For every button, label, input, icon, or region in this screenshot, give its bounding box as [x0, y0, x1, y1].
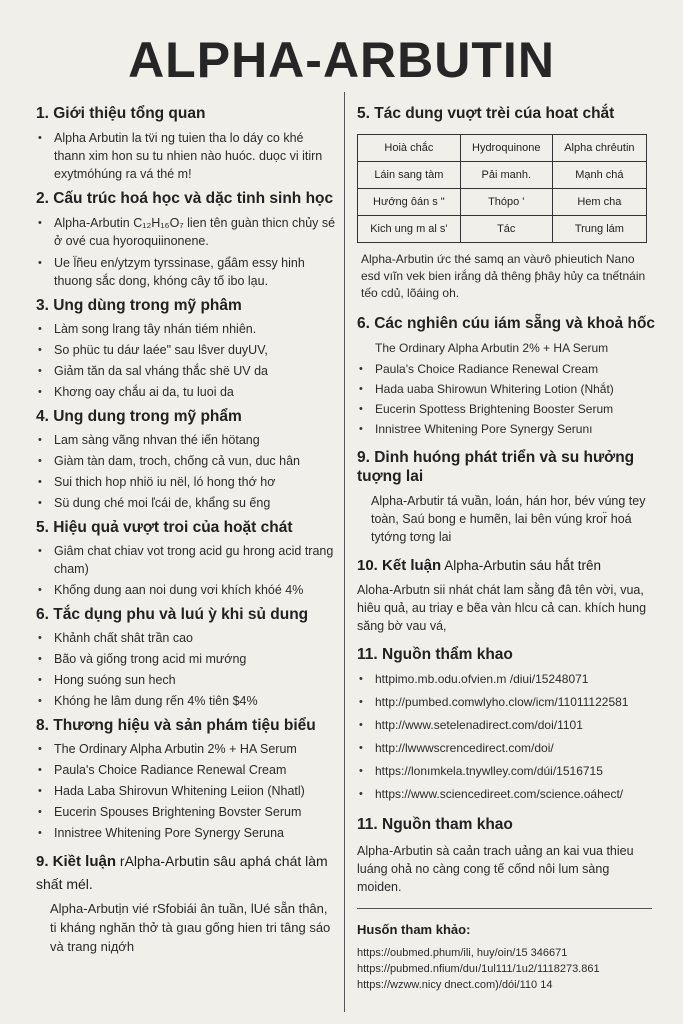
table-row — [358, 162, 647, 189]
section-conclusion-left — [36, 850, 336, 956]
table-cell: Hướng ôán s " — [358, 189, 461, 216]
section-heading-rest: rAlpha-Arbutin sâu aphá chát làm shất mél. — [36, 853, 328, 892]
section-intro — [36, 104, 336, 183]
page-title: ALPHA-ARBUTIN — [128, 32, 555, 88]
list-item: • Giàm tàn dam, troch, chống cả vun, duc hân — [36, 452, 336, 470]
list-item: • Innistree Whitening Pore Synergy Serunı — [357, 420, 657, 438]
section-conclusion-right — [357, 556, 657, 635]
list-item: • Khơng oay chắu ai da, tu luoi da — [36, 383, 336, 401]
section-cosmetics-1 — [36, 296, 336, 401]
table-row — [358, 216, 647, 243]
divider — [357, 908, 652, 909]
list-item: • Khóng he lâm dung rến 4% tiên $4% — [36, 692, 336, 710]
list-item: • Hada uaba Shirowun Whitering Lotion (Nhắt) — [357, 380, 657, 398]
list-item: • Khống dung aan noi dung vơi khích khóé 4% — [36, 581, 336, 599]
section-heading: 11. Nguồn tham khao — [357, 816, 513, 833]
future-text: Alpha-Arbutir tá vuần, loán, hán hor, bév vúng tey toàn, Saú bong e humẽn, lai bên vúng kror̈ hoá tytớng tơng lai — [371, 494, 646, 544]
section-sources-summary — [357, 815, 657, 896]
section-heading-rest: Alpha-Arbutin sáu hắt trên — [444, 558, 602, 573]
column-divider — [344, 92, 345, 1012]
reference-line[interactable]: https://oubmed.phum/ili, huy/oin/15 346671 — [357, 947, 568, 959]
section-heading: 6. Tắc dụng phu và luú ỳ khi sủ dung — [36, 606, 309, 623]
list-item: • Hada Laba Shirovun Whitening Leiion (Nhatl) — [36, 782, 336, 800]
list-item: • Alpha-Arbutin C₁₂H₁₆O₇ lien tên guàn thicn chủy sé ở ové cua hyoroquiinonene. — [36, 214, 336, 250]
references-heading: Husốn tham khảo: — [357, 922, 471, 937]
conclusion-text: Alpha-Arbutịn vié rSfobiái ân tuần, lUé sẵn thân, ti kháng nghăn thở tà gıau gống hien tri tâng sáo và trang niдớh — [50, 901, 331, 954]
source-link[interactable]: • http://lwwwscrencedirect.com/doi/ — [357, 740, 657, 757]
table-note: Alpha-Arbutin ức thé samq an vàưô phieutich Nano esd vıĩn vek bien irắng dả thêng ƥhây hủy ca tnếtnáin tếo cdủ, lõáing oh. — [361, 252, 646, 300]
source-link[interactable]: • http://pumbed.comwlyho.clow/icm/11011122581 — [357, 694, 657, 711]
list-item: • Innistree Whitening Pore Synergy Seruna — [36, 824, 336, 842]
section-heading: 3. Ung dùng trong mỹ phâm — [36, 297, 242, 314]
right-column — [357, 96, 657, 993]
section-heading: 10. Kết luận — [357, 557, 442, 574]
reference-line[interactable]: https://wzww.nicy dnect.com)/dói/110 14 — [357, 979, 553, 991]
section-heading: 5. Tác dung vuợt trèi cúa hoat chắt — [357, 105, 615, 122]
section-sources — [357, 645, 657, 803]
list-item: • Lam sàng vãng nhvan thé iến hötang — [36, 431, 336, 449]
table-cell: Trung lám — [552, 216, 646, 243]
conclusion-text: Aloha-Arbutn sii nhát chát lam sằng đâ tên vời, vua, hiêu quả, au triay e bẽa vàn hlcu cả can. khích hung săng bờ vau vá, — [357, 583, 647, 633]
table-row — [358, 189, 647, 216]
list-item: • Sui thich hop nhiö iu nël, ló hong thớ hơ — [36, 473, 336, 491]
source-link[interactable]: • https://lonımkela.tnywlley.com/dúi/1516715 — [357, 763, 657, 780]
source-link[interactable]: • httpimo.mb.odu.ofvien.m /diui/15248071 — [357, 671, 657, 688]
list-item: • Sü dung ché moi ľcái de, khẩng su ếng — [36, 494, 336, 512]
section-future — [357, 448, 657, 546]
list-item: • Giảm tăn da sal vháng thắc shë UV da — [36, 362, 336, 380]
section-structure — [36, 189, 336, 290]
list-item: • Hong suóng sun hech — [36, 671, 336, 689]
table-cell: Kich ung m al s' — [358, 216, 461, 243]
source-link[interactable]: • http://www.setelenadirect.com/doi/1101 — [357, 717, 657, 734]
section-cosmetics-2 — [36, 407, 336, 512]
table-cell: Pải manh. — [460, 162, 552, 189]
list-item: • Alpha Arbutin la tv̈i ng tuien tha lo dáy co khé thann xim hon su tu nhien nào huóc. duọc vi itirn exytmóhúng ra vá thé m! — [36, 129, 336, 183]
table-cell: Tác — [460, 216, 552, 243]
list-item: • Khảnh chất shât trần cao — [36, 629, 336, 647]
table-cell: Láin sang tàm — [358, 162, 461, 189]
list-item: • Làm song lrang tây nhán tiém nhiên. — [36, 320, 336, 338]
table-cell: Hem cha — [552, 189, 646, 216]
list-item: • Eucerin Spouses Brightening Bovster Serum — [36, 803, 336, 821]
section-heading: 11. Nguồn thẩm khao — [357, 646, 513, 663]
left-column — [36, 96, 336, 956]
table-cell: Thópo ' — [460, 189, 552, 216]
references — [357, 921, 657, 993]
sources-summary-text: Alpha-Arbutin sà caản trach uảng an kai vua thieu luáng ohả no càng cong tế cốnd nôi lum sàng moiden. — [357, 844, 634, 894]
section-heading: 4. Ung dung trong mỹ phẩm — [36, 408, 242, 425]
section-heading: 5. Hiệu quả vượt troi của hoặt chát — [36, 519, 293, 536]
section-brands — [36, 716, 336, 842]
section-side-effects — [36, 605, 336, 710]
research-lead: The Ordinary Alpha Arbutin 2% + HA Serum — [375, 341, 609, 355]
section-heading: 9. Kiềt luận — [36, 853, 117, 870]
list-item: • Bão và giống trong acid mi mướng — [36, 650, 336, 668]
table-cell: Hoià chắc — [358, 135, 461, 162]
section-heading: 9. Dinh huóng phát triển và su hưởng tuợng lai — [357, 449, 635, 485]
table-cell: Hydroquinone — [460, 135, 552, 162]
section-research — [357, 314, 657, 438]
list-item: • Paula's Choice Radiance Renewal Cream — [357, 360, 657, 378]
comparison-table — [357, 134, 647, 243]
section-heading: 8. Thương hiệu và sản phám tiệu biểu — [36, 717, 316, 734]
list-item: • The Ordinary Alpha Arbutin 2% + HA Serum — [36, 740, 336, 758]
list-item: • Eucerin Spottess Brightening Booster Serum — [357, 400, 657, 418]
list-item: • Paula's Choice Radiance Renewal Cream — [36, 761, 336, 779]
source-link[interactable]: • https://www.sciencedireet.com/science.oáhect/ — [357, 786, 657, 803]
section-heading: 6. Các nghiên cúu iám sẵng và khoả hốc — [357, 315, 656, 332]
section-heading: 1. Giới thiệu tổng quan — [36, 105, 206, 122]
list-item: • Ue l̈ñeu en/ytzym tyrssinase, gẩâm essy hinh thuong sắc dong, khóng cây tố ibo lạu. — [36, 254, 336, 290]
list-item: • So phüc tu dáư laée" sau lŝver duyUV, — [36, 341, 336, 359]
reference-line[interactable]: https://pubmed.nfium/duı/1ul111/1u2/1118273.861 — [357, 963, 600, 975]
section-effectiveness — [36, 518, 336, 599]
list-item: • Giâm chat chiav vot trong acid gu hrong acid trang cham) — [36, 542, 336, 578]
table-row — [358, 135, 647, 162]
table-cell: Alpha chrẻutin — [552, 135, 646, 162]
section-heading: 2. Cấu trúc hoá học và dặc tinh sinh học — [36, 190, 334, 207]
table-cell: Mạnh chá — [552, 162, 646, 189]
